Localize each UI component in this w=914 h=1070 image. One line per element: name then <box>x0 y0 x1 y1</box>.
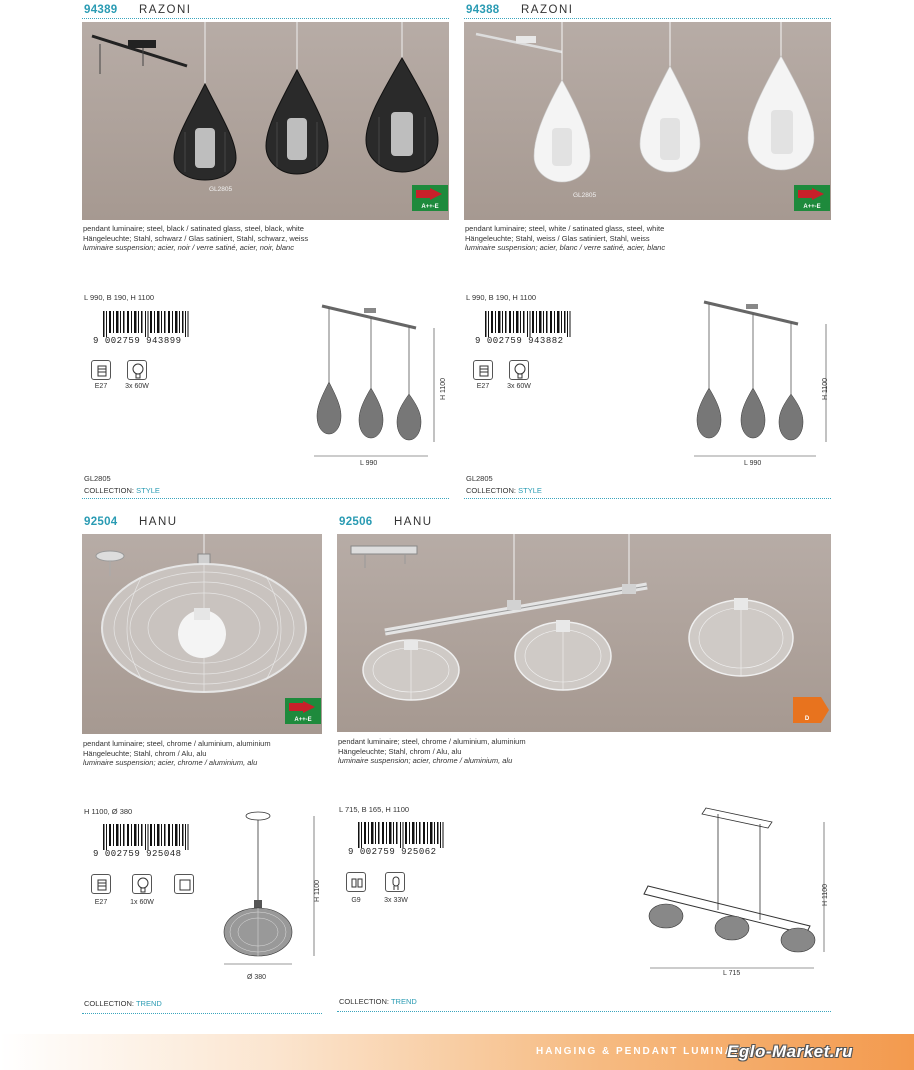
ean-lead: 9 <box>348 847 354 857</box>
bulb-label: 3x 60W <box>507 383 531 390</box>
ean-part-1: 002759 <box>486 336 523 346</box>
ean-part-2: 925048 <box>146 849 182 859</box>
dimensions: L 715, B 165, H 1100 <box>339 805 410 814</box>
technical-drawing <box>300 296 450 468</box>
energy-class: A++-E <box>803 204 821 210</box>
energy-label <box>285 698 321 724</box>
desc-fr: luminaire suspension; acier, blanc / verre satiné, acier, blanc <box>465 243 666 252</box>
bulb-icon <box>132 874 152 894</box>
socket-icon <box>91 874 111 894</box>
ean-part-1: 002759 <box>104 336 141 346</box>
collection-label: COLLECTION: <box>466 486 517 495</box>
ean-lead: 9 <box>93 849 99 859</box>
barcode-number <box>348 847 437 857</box>
section-divider <box>464 498 831 499</box>
height-label: H 1100 <box>822 377 829 400</box>
collection-label: COLLECTION: <box>339 997 390 1006</box>
product-description <box>338 737 832 766</box>
product-photo <box>82 534 322 734</box>
top-divider <box>82 18 449 19</box>
desc-de: Hängeleuchte; Stahl, weiss / Glas satiniert, Stahl, weiss <box>465 233 650 243</box>
bulb-label: 3x 60W <box>125 383 149 390</box>
bulb-label: 3x 33W <box>384 897 408 904</box>
product-name: RAZONI <box>139 4 192 16</box>
ean-part-2: 925062 <box>401 847 437 857</box>
socket-label: E27 <box>94 899 108 906</box>
diameter-label: Ø 380 <box>247 974 267 981</box>
pendant-illustration <box>337 534 831 732</box>
section-divider <box>337 1011 831 1012</box>
bulb-icon <box>385 872 405 892</box>
section-title: HANGING & PENDANT LUMINAIRES <box>536 1046 766 1057</box>
length-label: L 990 <box>744 460 762 467</box>
section-divider <box>82 498 449 499</box>
bulb-icon <box>509 360 529 380</box>
ean-lead: 9 <box>475 336 481 346</box>
collection-link[interactable]: TREND <box>135 999 162 1008</box>
dimensions: L 990, B 190, H 1100 <box>84 293 155 302</box>
desc-de: Hängeleuchte; Stahl, chrom / Alu, alu <box>338 746 462 756</box>
technical-drawing <box>212 806 324 972</box>
socket-label: G9 <box>351 897 361 904</box>
collection <box>466 486 542 495</box>
ean-part-1: 002759 <box>359 847 396 857</box>
product-number: 94388 <box>466 4 500 16</box>
technical-drawing <box>682 296 832 468</box>
height-label: H 1100 <box>822 883 829 906</box>
product-name: RAZONI <box>521 4 574 16</box>
barcode <box>485 311 571 337</box>
desc-en: pendant luminaire; steel, chrome / aluminium, aluminium <box>338 737 526 746</box>
socket-g9-icon <box>346 872 366 892</box>
collection <box>84 486 160 495</box>
energy-class: A++-E <box>294 717 312 723</box>
barcode <box>103 824 189 850</box>
bulb-icon <box>127 360 147 380</box>
collection <box>84 999 162 1008</box>
socket-label: E27 <box>94 383 108 390</box>
product-photo <box>337 534 831 732</box>
energy-label <box>793 697 829 723</box>
dimensions: L 990, B 190, H 1100 <box>466 293 537 302</box>
model-code: GL2805 <box>84 474 111 483</box>
ean-part-1: 002759 <box>104 849 141 859</box>
collection-label: COLLECTION: <box>84 486 135 495</box>
desc-en: pendant luminaire; steel, chrome / aluminium, aluminium <box>83 739 271 748</box>
top-divider <box>464 18 831 19</box>
model-code: GL2805 <box>466 474 493 483</box>
socket-label: E27 <box>476 383 490 390</box>
desc-en: pendant luminaire; steel, white / satinated glass, steel, white <box>465 224 665 233</box>
product-description <box>465 224 831 253</box>
socket-icon <box>473 360 493 380</box>
energy-label <box>794 185 830 211</box>
length-label: L 715 <box>723 970 741 977</box>
collection-label: COLLECTION: <box>84 999 135 1008</box>
height-label: H 1100 <box>314 879 321 902</box>
ean-part-2: 943899 <box>146 336 182 346</box>
product-description <box>83 224 449 253</box>
technical-drawing <box>636 802 832 972</box>
height-label: H 1100 <box>440 377 447 400</box>
ean-part-2: 943882 <box>528 336 564 346</box>
desc-de: Hängeleuchte; Stahl, schwarz / Glas satiniert, Stahl, schwarz, weiss <box>83 233 309 243</box>
desc-fr: luminaire suspension; acier, chrome / aluminium, alu <box>83 758 258 767</box>
image-label: GL2805 <box>209 186 233 193</box>
product-photo <box>464 22 831 220</box>
product-number: 92504 <box>84 516 118 528</box>
barcode <box>103 311 189 337</box>
desc-de: Hängeleuchte; Stahl, chrom / Alu, alu <box>83 748 207 758</box>
pendant-illustration <box>464 22 831 220</box>
energy-label <box>412 185 448 211</box>
barcode-number <box>93 849 182 859</box>
product-number: 92506 <box>339 516 373 528</box>
section-divider <box>82 1013 322 1014</box>
barcode <box>358 822 444 848</box>
energy-class: D <box>804 716 810 722</box>
product-name: HANU <box>394 516 433 528</box>
product-description <box>83 739 323 768</box>
ean-lead: 9 <box>93 336 99 346</box>
product-name: HANU <box>139 516 178 528</box>
barcode-number <box>475 336 564 346</box>
footer-band <box>0 1034 914 1070</box>
collection-link[interactable]: STYLE <box>136 486 160 495</box>
dimensions: H 1100, Ø 380 <box>84 807 133 816</box>
collection <box>339 997 417 1006</box>
desc-fr: luminaire suspension; acier, noir / verre satiné, acier, noir, blanc <box>83 243 294 252</box>
collection-link[interactable]: TREND <box>390 997 417 1006</box>
protection-class-icon <box>174 874 194 894</box>
pendant-illustration <box>82 22 449 220</box>
barcode-number <box>93 336 182 346</box>
desc-fr: luminaire suspension; acier, chrome / aluminium, alu <box>338 756 513 765</box>
bulb-label: 1x 60W <box>130 899 154 906</box>
desc-en: pendant luminaire; steel, black / satinated glass, steel, black, white <box>83 224 304 233</box>
watermark: Eglo-Market.ru <box>727 1042 854 1061</box>
socket-icon <box>91 360 111 380</box>
product-number: 94389 <box>84 4 118 16</box>
product-photo <box>82 22 449 220</box>
image-label: GL2805 <box>573 192 597 199</box>
collection-link[interactable]: STYLE <box>518 486 542 495</box>
energy-class: A++-E <box>421 204 439 210</box>
length-label: L 990 <box>360 460 378 467</box>
